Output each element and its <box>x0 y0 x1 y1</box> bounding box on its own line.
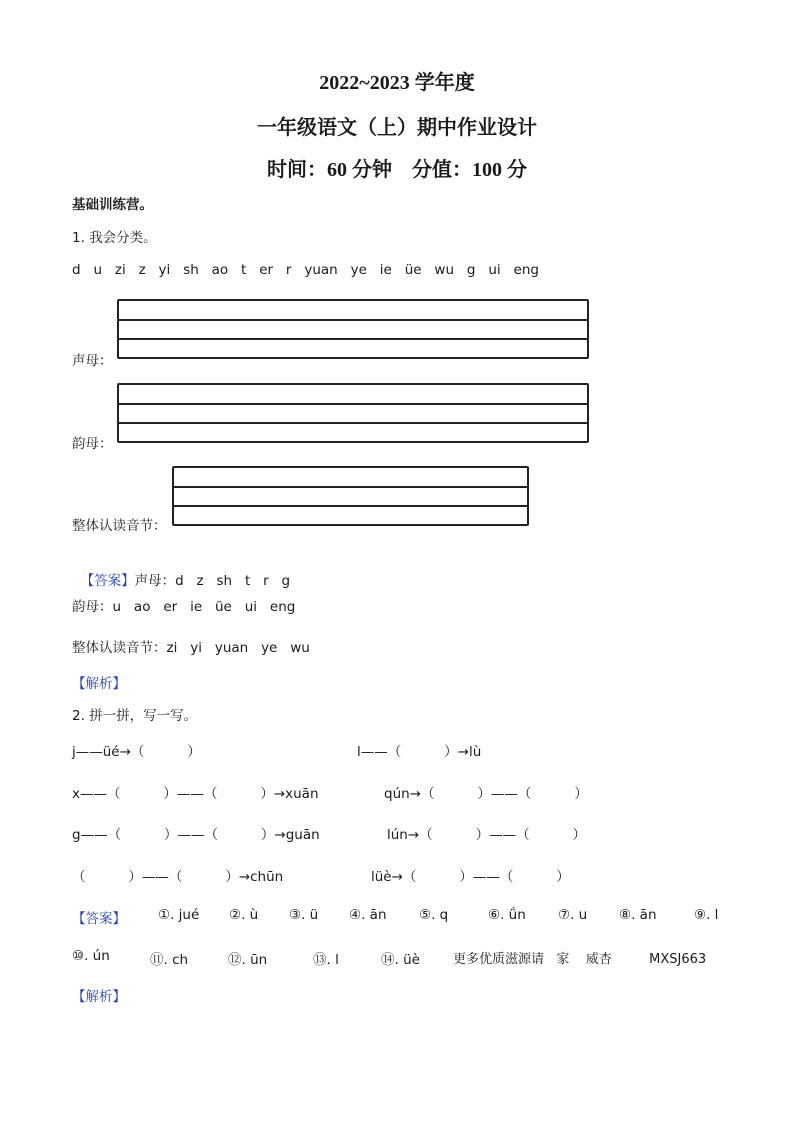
document-meta: 时间：60 分钟 分值：100 分 <box>267 159 527 181</box>
yunmu-label: 韵母： <box>72 436 113 452</box>
document-title: 一年级语文（上）期中作业设计 <box>257 117 537 139</box>
zhengti-label: 整体认读音节： <box>72 518 167 534</box>
q2-row4-left: （ ）——（ ）→chūn <box>72 869 284 885</box>
q2-prompt: 2. 拼一拼，写一写。 <box>72 708 198 724</box>
q2-answer-10: ⑩. ún <box>72 948 110 964</box>
q2-answer-8: ⑧. ān <box>619 907 657 923</box>
writing-line <box>119 422 587 424</box>
q2-row2-right: qún→（ ）——（ ） <box>384 786 588 802</box>
document-year: 2022~2023 学年度 <box>319 72 475 94</box>
q2-answer-14: ⑭. üè <box>381 952 420 968</box>
q2-answer-6: ⑥. ǘn <box>488 907 526 923</box>
q2-answer-3: ③. ü <box>289 907 319 923</box>
writing-line <box>119 403 587 405</box>
q1-analysis-tag: 【解析】 <box>72 676 126 692</box>
q2-answer-2: ②. ù <box>229 907 259 923</box>
q1-prompt: 1. 我会分类。 <box>72 230 157 246</box>
q2-row3-right: lún→（ ）——（ ） <box>387 827 586 843</box>
q2-row4-right: lüè→（ ）——（ ） <box>371 869 570 885</box>
q2-analysis-tag: 【解析】 <box>72 989 126 1005</box>
q2-row1-right: l——（ ）→lù <box>357 744 482 760</box>
q1-answer-line1 <box>72 553 290 589</box>
answer-text: 声母：d z sh t r g <box>134 573 291 589</box>
q2-answer-4: ④. ān <box>349 907 387 923</box>
q1-answer-line2: 韵母：u ao er ie üe ui eng <box>72 599 296 615</box>
q1-letters: d u zi z yi sh ao t er r yuan ye ie üe wu g ui eng <box>72 262 539 278</box>
section-heading: 基础训练营。 <box>72 197 153 213</box>
q2-answer-tag: 【答案】 <box>72 911 126 927</box>
writing-line <box>174 505 527 507</box>
q2-answer-12: ⑫. ūn <box>228 952 268 968</box>
q2-row2-left: x——（ ）——（ ）→xuān <box>72 786 319 802</box>
q2-answer-11: ⑪. ch <box>150 952 189 968</box>
q2-answer-7: ⑦. u <box>558 907 588 923</box>
writing-line <box>119 319 587 321</box>
q2-row1-left: j——üé→（ ） <box>72 744 201 760</box>
q1-answer-line3: 整体认读音节：zi yi yuan ye wu <box>72 640 310 656</box>
q2-answer-9: ⑨. l <box>694 907 719 923</box>
watermark-text: 更多优质滋源请 家 威杏 MXSJ663 <box>453 952 707 967</box>
yunmu-writing-box[interactable] <box>117 383 589 443</box>
answer-tag: 【答案】 <box>80 573 135 589</box>
q2-row3-left: g——（ ）——（ ）→guān <box>72 827 320 843</box>
shengmu-writing-box[interactable] <box>117 299 589 359</box>
writing-line <box>119 338 587 340</box>
q2-answer-1: ①. jué <box>158 907 200 923</box>
writing-line <box>174 486 527 488</box>
q2-answer-13: ⑬. l <box>313 952 339 968</box>
zhengti-writing-box[interactable] <box>172 466 529 526</box>
shengmu-label: 声母： <box>72 353 113 369</box>
q2-answer-5: ⑤. q <box>419 907 449 923</box>
